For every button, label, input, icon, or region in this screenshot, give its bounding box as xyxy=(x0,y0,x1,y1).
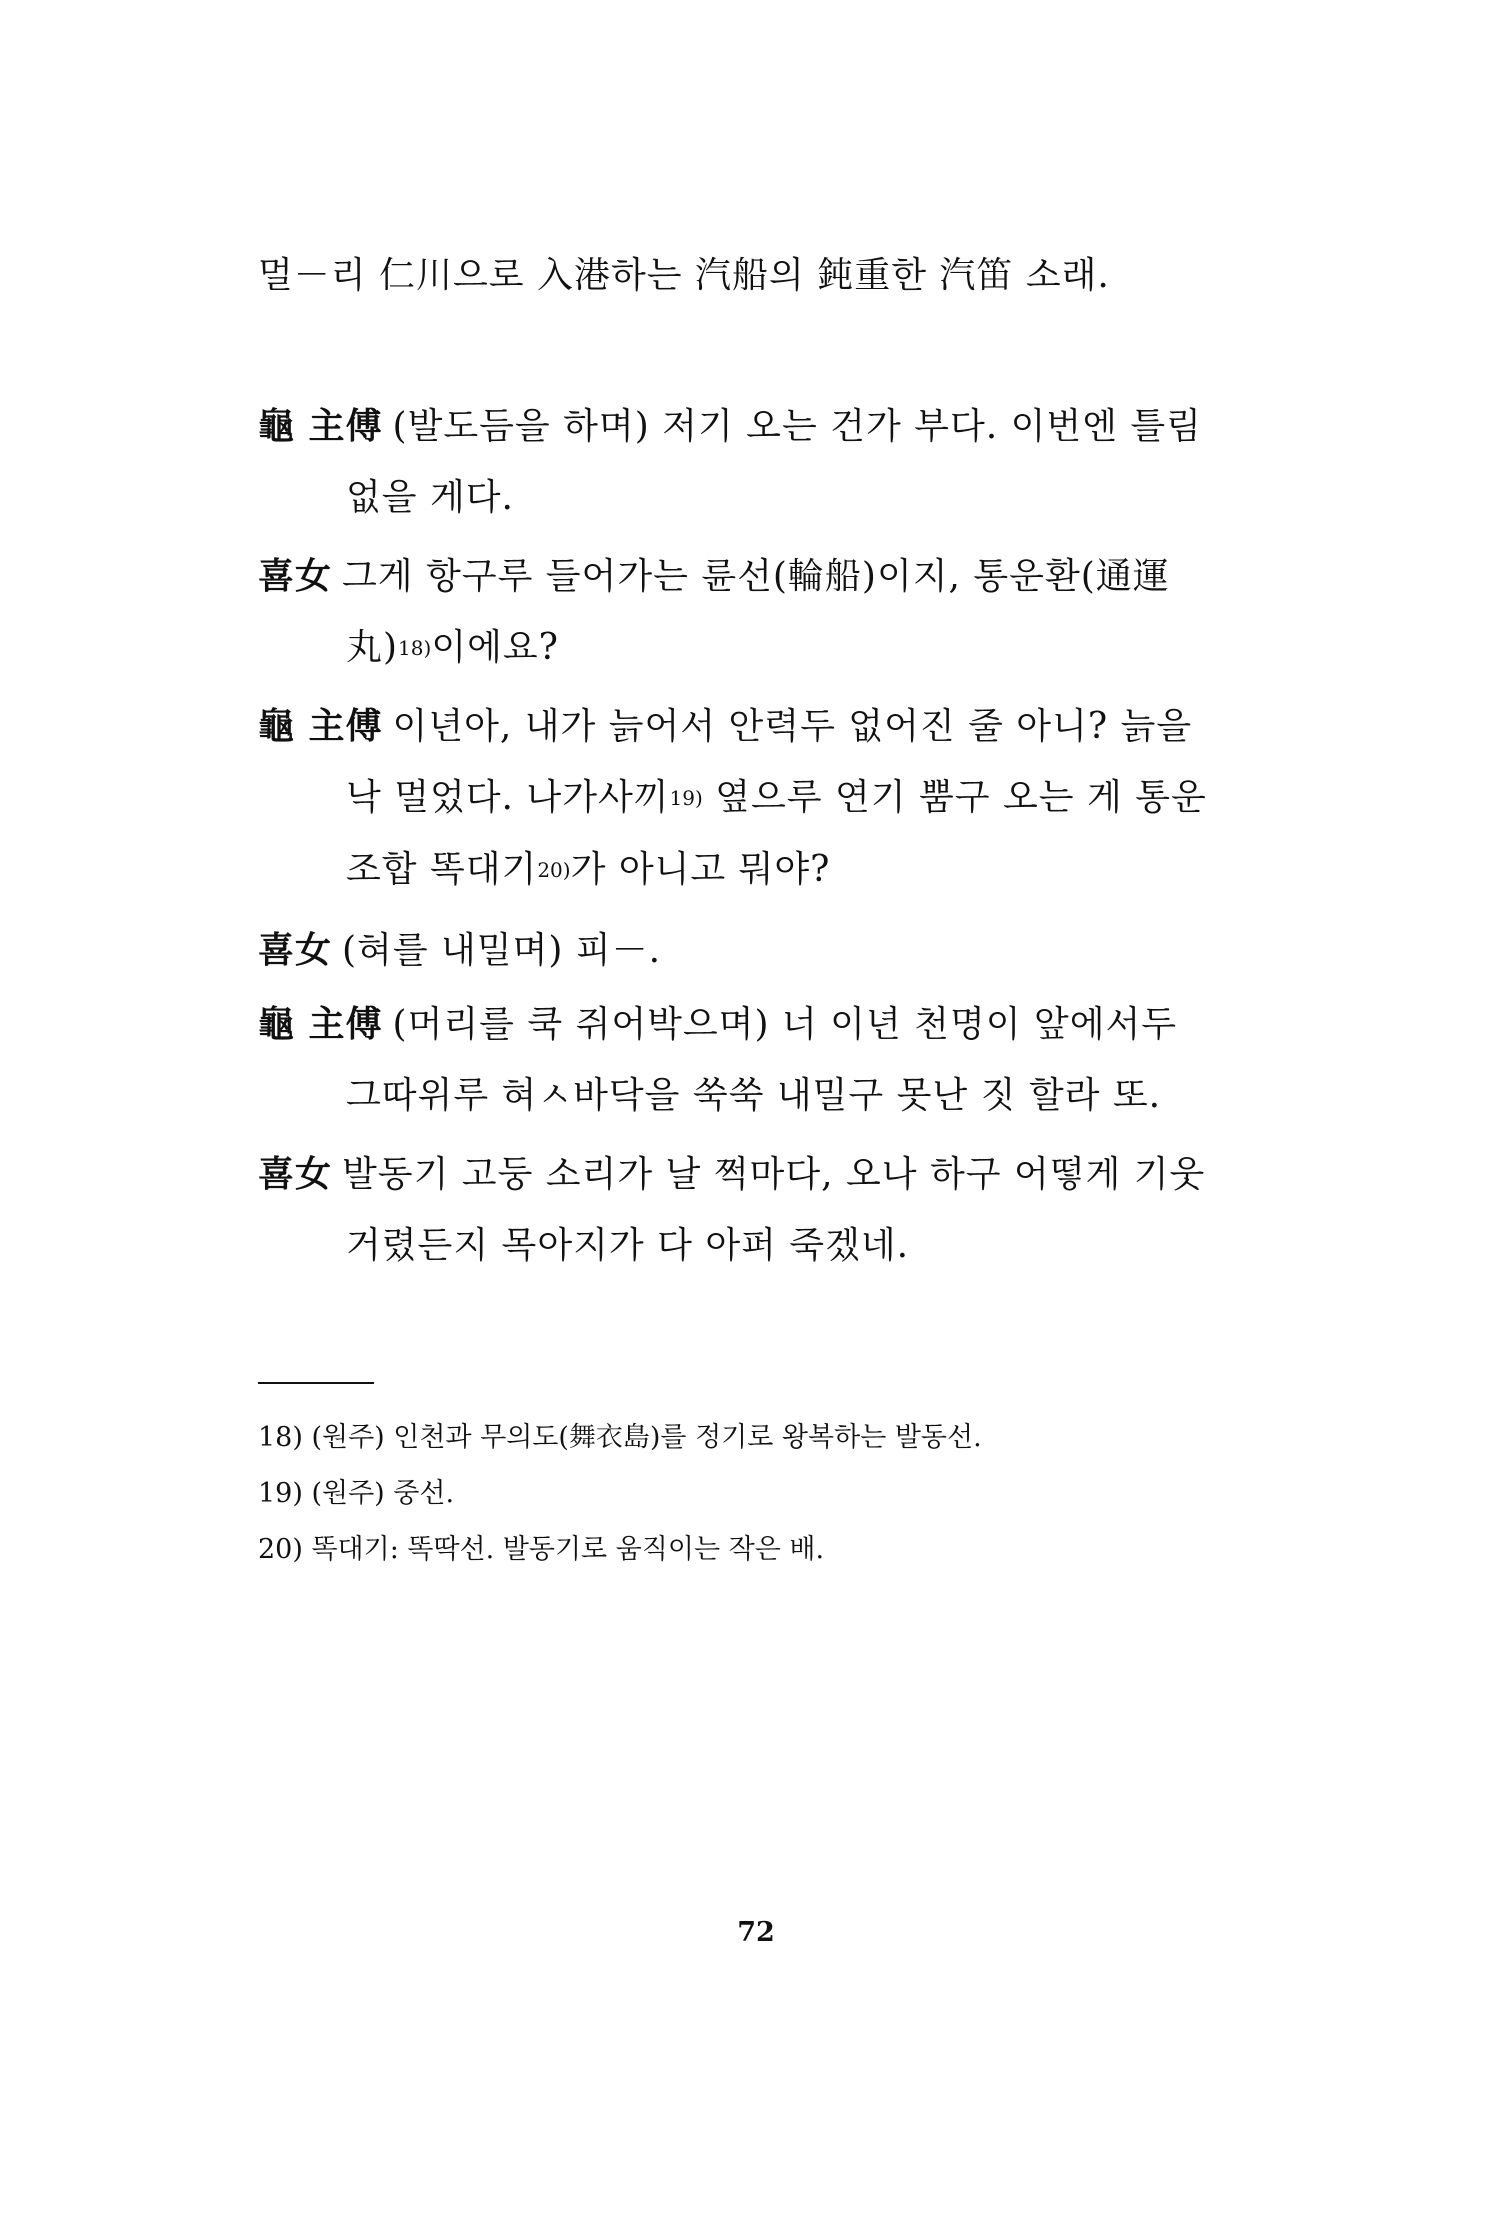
dialogue-text: 가 아니고 뭐야? xyxy=(570,849,831,890)
dialogue-line: 그따위루 혀ㅅ바닥을 쑥쑥 내밀구 못난 짓 할라 또. xyxy=(346,1075,1162,1116)
footnote-ref: 19) xyxy=(669,786,703,810)
dialogue-entry xyxy=(258,540,1208,668)
dialogue-line: 없을 게다. xyxy=(346,477,514,518)
dialogue-text: 이에요? xyxy=(431,627,559,668)
speaker-name: 龜 主傅 xyxy=(258,405,383,447)
dialogue-entry xyxy=(258,690,1208,890)
footnote: 20) 똑대기: 똑딱선. 발동기로 움직이는 작은 배. xyxy=(258,1534,825,1565)
dialogue-line xyxy=(346,834,830,906)
dialogue-entry xyxy=(258,914,1208,987)
footnote-ref: 20) xyxy=(537,858,571,882)
dialogue-line: (혀를 내밀며) 피－. xyxy=(342,930,662,971)
dialogue-text: 丸) xyxy=(346,627,399,668)
page-number: 72 xyxy=(737,1917,775,1948)
dialogue-line: 이년아, 내가 늙어서 안력두 없어진 줄 아니? 늙을 xyxy=(392,706,1193,747)
dialogue-text: 낙 멀었다. 나가사끼 xyxy=(346,777,670,818)
dialogue-text: 옆으루 연기 뿜구 오는 게 통운 xyxy=(702,777,1207,818)
speaker-name: 龜 主傅 xyxy=(258,1003,383,1045)
footnote: 18) (원주) 인천과 무의도(舞衣島)를 정기로 왕복하는 발동선. xyxy=(258,1422,982,1453)
dialogue-entry xyxy=(258,390,1208,518)
speaker-name: 龜 主傅 xyxy=(258,705,383,747)
footnote-divider xyxy=(258,1382,374,1384)
dialogue-line: 그게 항구루 들어가는 륜선(輪船)이지, 통운환(通運 xyxy=(342,556,1170,597)
speaker-name: 喜女 xyxy=(258,929,333,971)
dialogue-line xyxy=(346,762,1207,834)
speaker-name: 喜女 xyxy=(258,555,333,597)
dialogue-line: (머리를 쿡 쥐어박으며) 너 이년 천명이 앞에서두 xyxy=(392,1004,1178,1045)
dialogue-text: 조합 똑대기 xyxy=(346,849,538,890)
stage-direction: 멀－리 仁川으로 入港하는 汽船의 鈍重한 汽笛 소래. xyxy=(258,255,1110,296)
dialogue-line: (발도듬을 하며) 저기 오는 건가 부다. 이번엔 틀림 xyxy=(392,406,1202,447)
dialogue-line xyxy=(346,612,559,684)
speaker-name: 喜女 xyxy=(258,1153,333,1195)
dialogue-entry xyxy=(258,988,1208,1116)
footnote: 19) (원주) 중선. xyxy=(258,1478,455,1509)
footnote-ref: 18) xyxy=(398,636,432,660)
dialogue-line: 발동기 고둥 소리가 날 쩍마다, 오나 하구 어떻게 기웃 xyxy=(342,1154,1206,1195)
dialogue-line: 거렸든지 목아지가 다 아퍼 죽겠네. xyxy=(346,1225,910,1266)
dialogue-entry xyxy=(258,1138,1208,1266)
